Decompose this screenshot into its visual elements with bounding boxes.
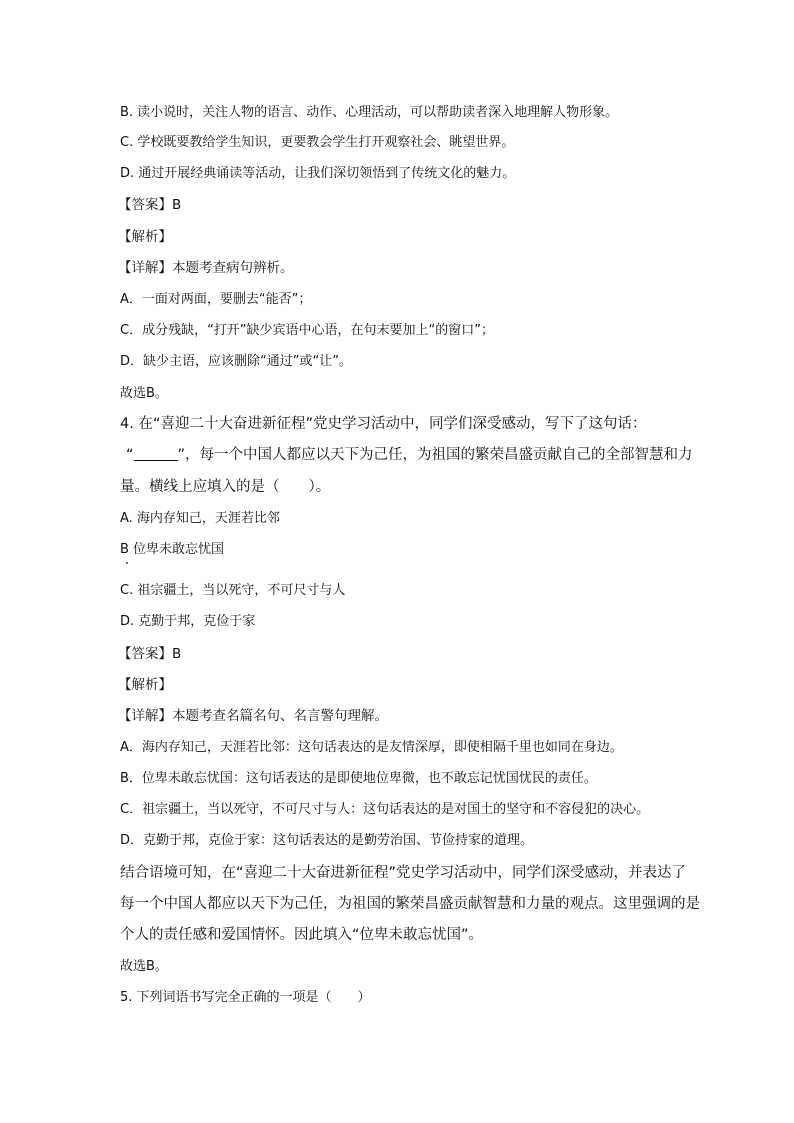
stray-dot-mark <box>126 562 128 564</box>
q4-explain-d: D．克勤于邦，克俭于家：这句话表达的是勤劳治国、节俭持家的道理。 <box>120 833 534 848</box>
q4-answer: 【答案】B <box>118 646 182 662</box>
q4-stem-line1: 4. 在“喜迎二十大奋进新征程”党史学习活动中，同学们深受感动，写下了这句话： <box>120 416 647 432</box>
q3-explain-d: D．缺少主语，应该删除“通过”或“让”。 <box>120 354 352 369</box>
q5-stem: 5. 下列词语书写完全正确的一项是（ ） <box>120 990 371 1005</box>
q3-conclusion: 故选B。 <box>120 386 168 401</box>
q4-explain-b: B．位卑未敢忘忧国：这句话表达的是即使地位卑微，也不敢忘记忧国忧民的责任。 <box>120 771 597 786</box>
q3-analysis-label: 【解析】 <box>118 229 172 245</box>
q4-analysis-label: 【解析】 <box>118 677 172 693</box>
q4-stem-line2 <box>126 446 693 464</box>
q4-option-d: D. 克勤于邦，克俭于家 <box>120 614 256 629</box>
q4-explain-c: C．祖宗疆土，当以死守，不可尺寸与人：这句话表达的是对国土的坚守和不容侵犯的决心。 <box>120 802 650 817</box>
q4-detail: 【详解】本题考查名篇名句、名言警句理解。 <box>118 708 388 724</box>
q3-explain-c: C．成分残缺，“打开”缺少宾语中心语，在句末要加上“的窗口”； <box>120 323 495 338</box>
q3-option-b: B. 读小说时，关注人物的语言、动作、心理活动，可以帮助读者深入地理解人物形象。 <box>120 105 619 120</box>
q4-summary-line2: 每一个中国人都应以天下为己任，为祖国的繁荣昌盛贡献智慧和力量的观点。这里强调的是 <box>120 896 700 912</box>
q3-option-c: C. 学校既要教给学生知识，更要教会学生打开观察社会、眺望世界。 <box>120 135 515 150</box>
q4-fill-blank <box>134 446 178 461</box>
q4-explain-a: A．海内存知己，天涯若比邻：这句话表达的是友情深厚，即使相隔千里也如同在身边。 <box>120 740 623 755</box>
q4-stem-line2-text: ”，每一个中国人都应以天下为己任，为祖国的繁荣昌盛贡献自己的全部智慧和力 <box>177 447 693 463</box>
q3-explain-a: A．一面对两面，要删去“能否”； <box>120 292 312 307</box>
q4-summary-line3: 个人的责任感和爱国情怀。因此填入“位卑未敢忘忧国”。 <box>120 927 484 943</box>
q4-option-c: C. 祖宗疆土，当以死守，不可尺寸与人 <box>120 583 346 598</box>
q3-answer: 【答案】B <box>118 197 182 213</box>
q4-stem-line3: 量。横线上应填入的是（ ）。 <box>120 479 331 495</box>
q4-option-a: A. 海内存知己，天涯若比邻 <box>120 511 280 526</box>
q4-option-b: B 位卑未敢忘忧国 <box>120 542 225 557</box>
q4-conclusion: 故选B。 <box>120 959 168 974</box>
q4-stem-quote-open: “ <box>126 447 134 463</box>
q3-option-d: D. 通过开展经典诵读等活动，让我们深切领悟到了传统文化的魅力。 <box>120 166 516 181</box>
q4-summary-line1: 结合语境可知，在“喜迎二十大奋进新征程”党史学习活动中，同学们深受感动，并表达了 <box>120 865 687 881</box>
q3-detail: 【详解】本题考查病句辨析。 <box>118 260 294 276</box>
